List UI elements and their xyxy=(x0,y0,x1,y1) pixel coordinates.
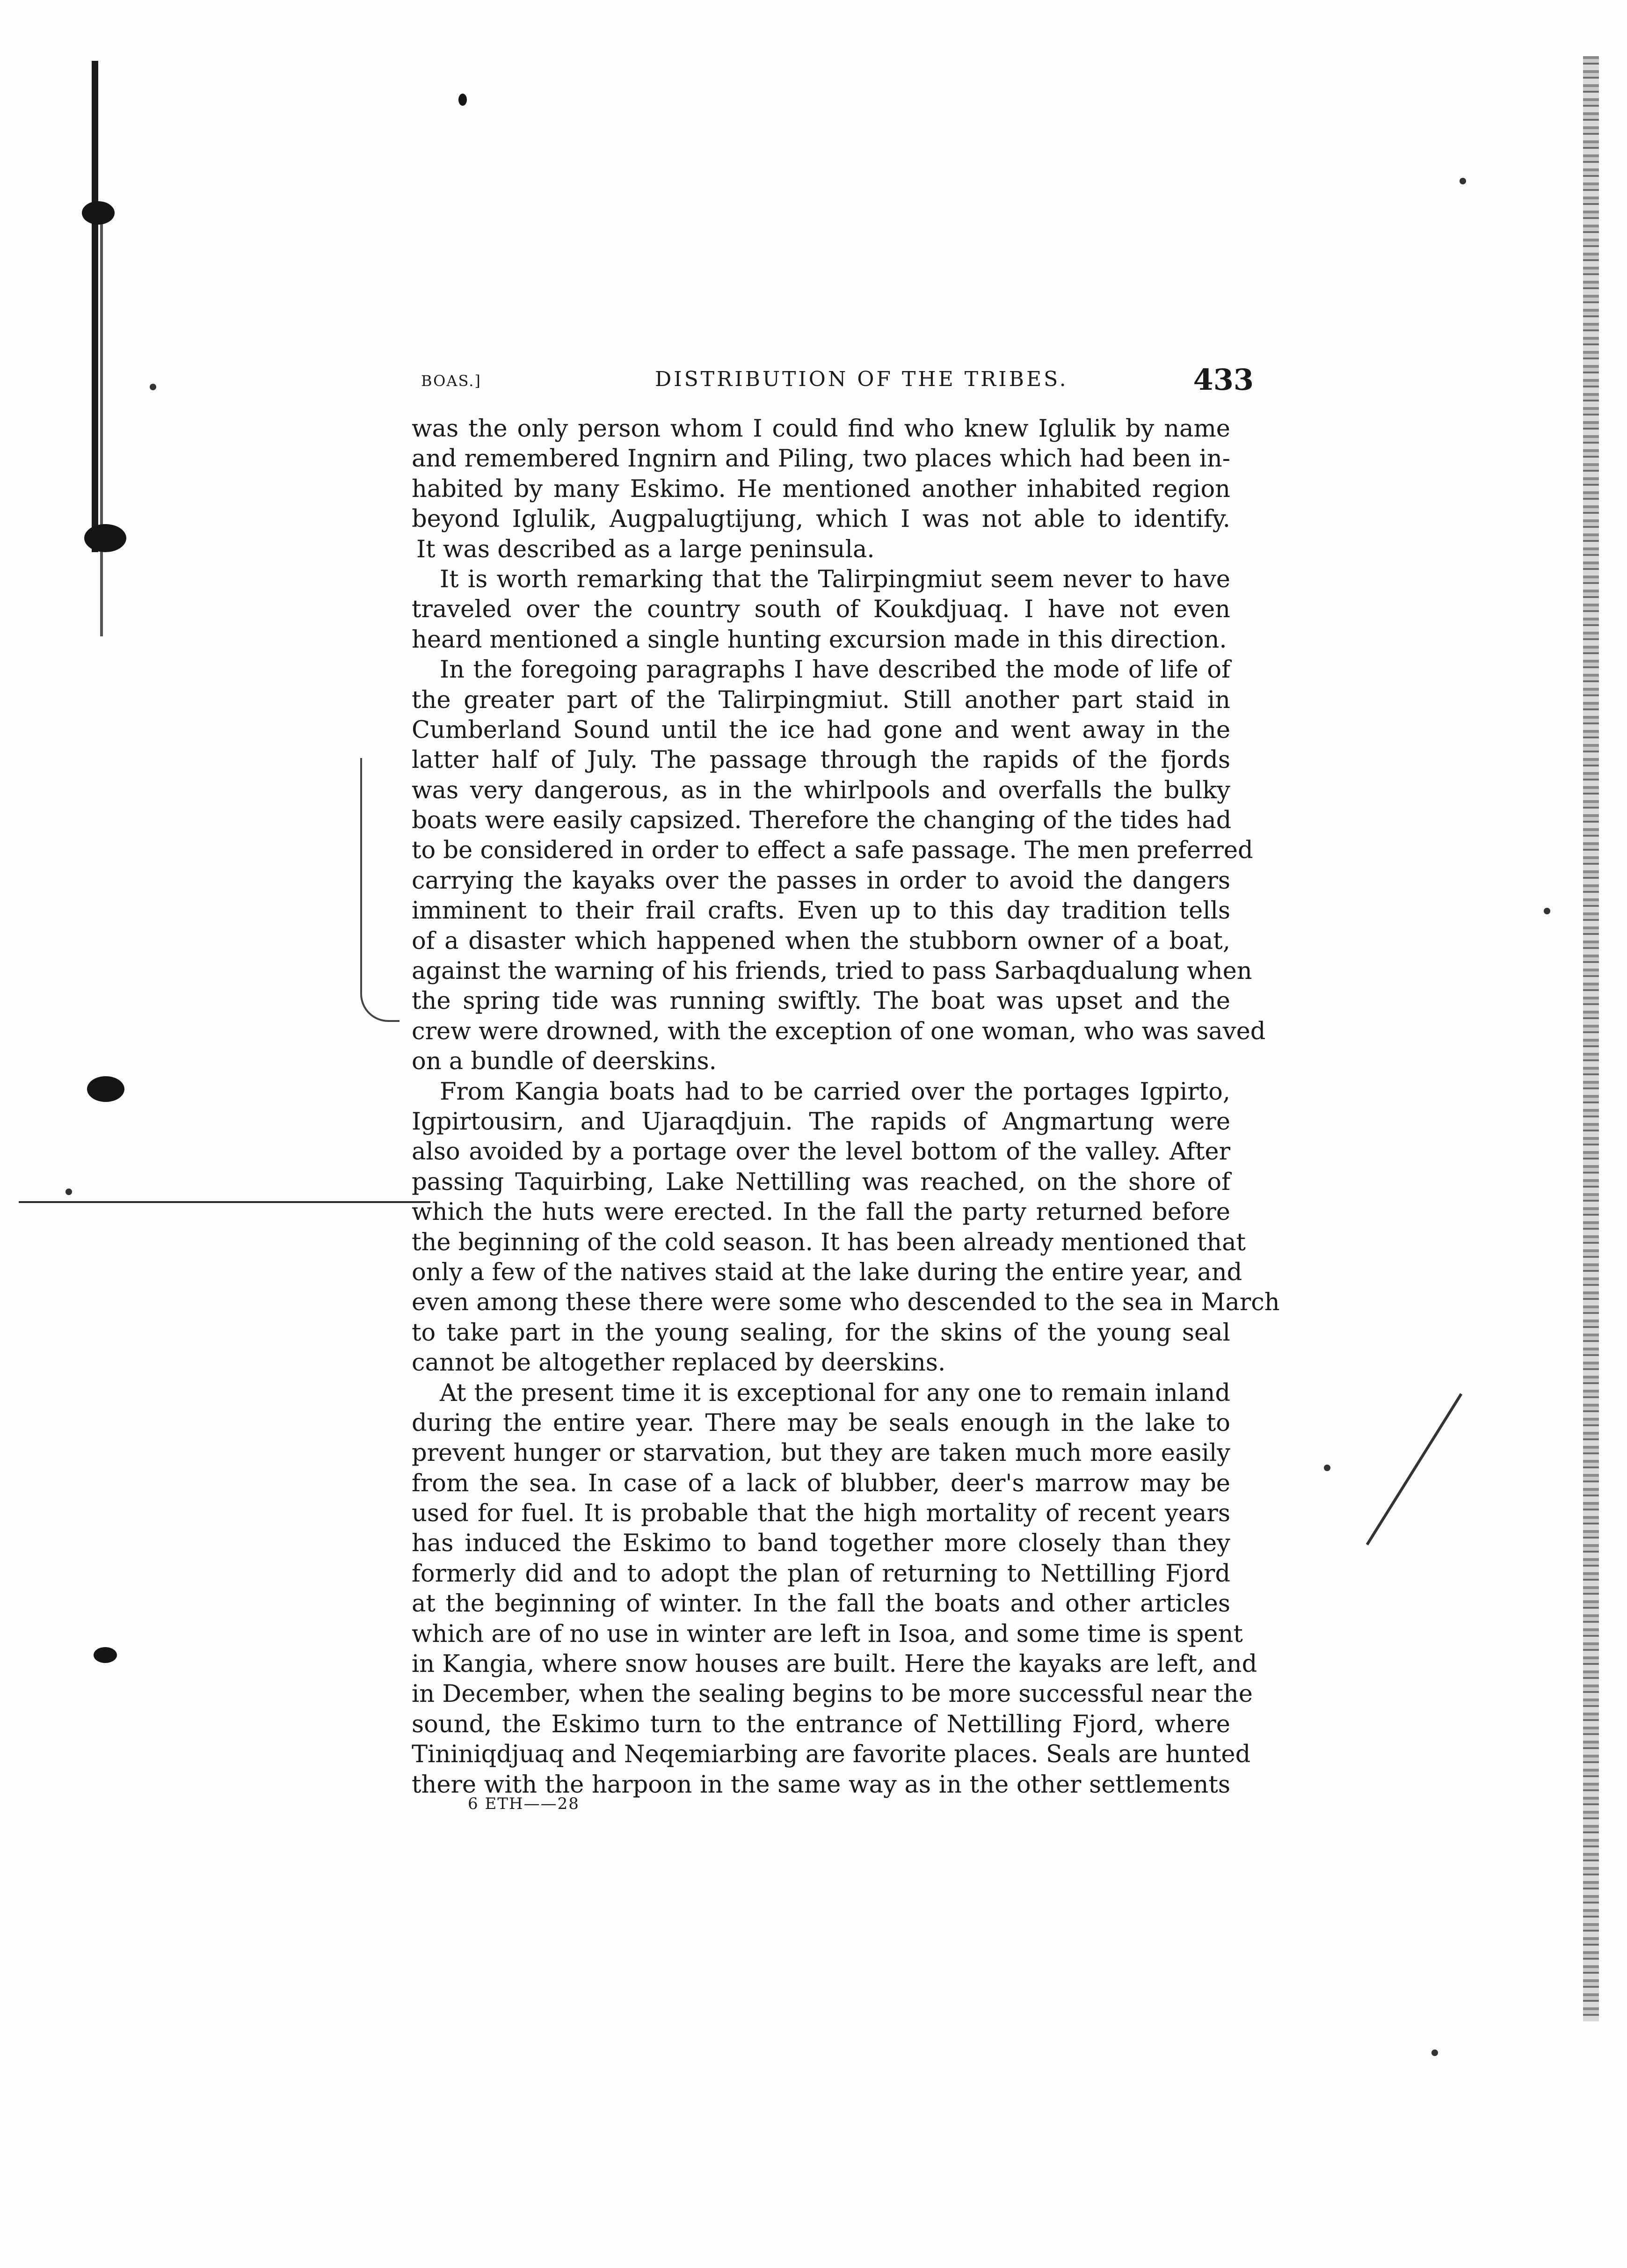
scan-speck xyxy=(65,1189,72,1195)
scan-speck xyxy=(1544,908,1550,914)
text-line: which are of no use in winter are left in Isoa, and some time is spent xyxy=(412,1620,1243,1648)
binding-mark-secondary xyxy=(100,215,103,636)
paragraph-first-line: At the present time it is exceptional for any one to remain inland xyxy=(440,1379,1230,1407)
margin-pencil-mark xyxy=(360,758,399,1022)
text-line: cannot be altogether replaced by deerskins. xyxy=(412,1349,946,1377)
binding-mark xyxy=(92,61,98,552)
text-line: which the huts were erected. In the fall the party returned before xyxy=(412,1198,1230,1226)
scan-stray-line xyxy=(1366,1393,1462,1545)
text-line: prevent hunger or starvation, but they are taken much more easily xyxy=(412,1439,1230,1467)
ink-blot xyxy=(87,1076,124,1102)
text-line: heard mentioned a single hunting excursion made in this direction. xyxy=(412,626,1227,654)
text-line: Igpirtousirn, and Ujaraqdjuin. The rapids of Angmartung were xyxy=(412,1108,1230,1136)
ink-blot xyxy=(94,1647,117,1663)
scan-speck xyxy=(150,384,156,390)
text-line: It was described as a large peninsula. xyxy=(416,535,875,563)
text-line: the beginning of the cold season. It has been already mentioned that xyxy=(412,1228,1246,1256)
text-line: of a disaster which happened when the stubborn owner of a boat, xyxy=(412,927,1230,955)
scan-edge-noise xyxy=(1583,56,1599,2021)
text-line: to be considered in order to effect a safe passage. The men preferred xyxy=(412,837,1253,865)
signature-mark: 6 ETH——28 xyxy=(468,1794,580,1813)
page-number: 433 xyxy=(1193,363,1254,397)
running-header xyxy=(421,363,1254,405)
text-line: passing Taquirbing, Lake Nettilling was reached, on the shore of xyxy=(412,1168,1230,1196)
text-line: at the beginning of winter. In the fall the boats and other articles xyxy=(412,1590,1230,1618)
running-title: DISTRIBUTION OF THE TRIBES. xyxy=(655,367,1068,391)
text-line: imminent to their frail crafts. Even up to this day tradition tells xyxy=(412,897,1230,925)
scan-speck xyxy=(1431,2049,1438,2056)
text-line: has induced the Eskimo to band together more closely than they xyxy=(412,1530,1230,1558)
text-line: Cumberland Sound until the ice had gone and went away in the xyxy=(412,716,1230,744)
text-line: was very dangerous, as in the whirlpools and overfalls the bulky xyxy=(412,776,1230,804)
text-line: boats were easily capsized. Therefore the changing of the tides had xyxy=(412,807,1232,835)
text-line: in December, when the sealing begins to be more successful near the xyxy=(412,1680,1253,1708)
text-line: carrying the kayaks over the passes in order to avoid the dangers xyxy=(412,867,1230,895)
text-line: habited by many Eskimo. He mentioned another inhabited region xyxy=(412,475,1230,503)
text-line: to take part in the young sealing, for the skins of the young seal xyxy=(412,1319,1230,1347)
text-line: and remembered Ingnirn and Piling, two places which had been in- xyxy=(412,445,1230,473)
text-line: against the warning of his friends, tried to pass Sarbaqdualung when xyxy=(412,957,1252,985)
text-line: sound, the Eskimo turn to the entrance of Nettilling Fjord, where xyxy=(412,1710,1230,1738)
paragraph-first-line: In the foregoing paragraphs I have described the mode of life of xyxy=(440,656,1230,684)
text-line: even among these there were some who descended to the sea in March xyxy=(412,1289,1280,1317)
scan-speck xyxy=(1460,178,1466,184)
text-line: was the only person whom I could find who knew Iglulik by name xyxy=(412,415,1230,443)
ink-blot xyxy=(84,524,126,552)
text-line: also avoided by a portage over the level bottom of the valley. After xyxy=(412,1138,1230,1166)
text-line: in Kangia, where snow houses are built. Here the kayaks are left, and xyxy=(412,1650,1257,1678)
text-line: beyond Iglulik, Augpalugtijung, which I was not able to identify. xyxy=(412,505,1230,533)
text-line: only a few of the natives staid at the lake during the entire year, and xyxy=(412,1258,1242,1286)
scan-speck xyxy=(1324,1465,1330,1471)
ink-blot xyxy=(82,201,115,225)
running-author: BOAS.] xyxy=(421,372,481,390)
text-line: traveled over the country south of Koukdjuaq. I have not even xyxy=(412,596,1230,624)
text-line: Tininiqdjuaq and Neqemiarbing are favorite places. Seals are hunted xyxy=(412,1741,1251,1769)
text-line: during the entire year. There may be seals enough in the lake to xyxy=(412,1409,1230,1437)
text-line: from the sea. In case of a lack of blubber, deer's marrow may be xyxy=(412,1469,1230,1497)
text-line: latter half of July. The passage through the rapids of the fjords xyxy=(412,746,1230,774)
text-line: used for fuel. It is probable that the high mortality of recent years xyxy=(412,1500,1230,1528)
text-line: the spring tide was running swiftly. The boat was upset and the xyxy=(412,987,1230,1015)
ink-blot xyxy=(458,94,467,106)
text-line: on a bundle of deerskins. xyxy=(412,1048,717,1076)
paragraph-first-line: From Kangia boats had to be carried over the portages Igpirto, xyxy=(440,1078,1230,1106)
body-text xyxy=(412,414,1280,1800)
text-line: formerly did and to adopt the plan of returning to Nettilling Fjord xyxy=(412,1560,1230,1588)
text-line: the greater part of the Talirpingmiut. Still another part staid in xyxy=(412,686,1230,714)
paragraph-first-line: It is worth remarking that the Talirpingmiut seem never to have xyxy=(440,565,1230,593)
text-line: there with the harpoon in the same way as in the other settlements xyxy=(412,1771,1230,1799)
text-line: crew were drowned, with the exception of one woman, who was saved xyxy=(412,1017,1266,1045)
scan-stray-line xyxy=(19,1201,430,1203)
